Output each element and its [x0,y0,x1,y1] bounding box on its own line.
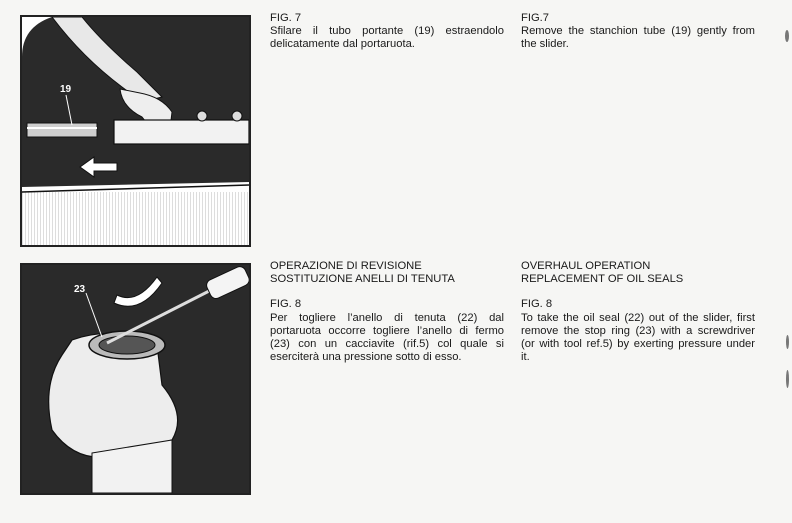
slider [114,120,249,144]
fig7-italian-text-block [270,12,504,52]
fig8-italian-body: Per togliere l’anello di tenuta (22) dal portaruota occorre togliere l’anello di fermo (23) con un cacciavite (rif.5) col quale si eserciterà una pressione sotto di esso. [270,311,504,364]
english-section-title: OVERHAUL OPERATION [521,260,651,272]
fork-tube-removal-drawing [22,17,249,245]
italian-subsection-title: SOSTITUZIONE ANELLI DI TENUTA [270,273,455,286]
scan-mark [786,335,789,349]
callout-19: 19 [60,84,72,95]
scan-mark [786,370,789,388]
fig8-english-text-block [521,260,755,364]
fig7-italian-body: Sfilare il tubo portante (19) estraendolo delicatamente dal portaruota. [270,25,504,51]
stop-ring [99,336,155,354]
fig7-english-label: FIG.7 [521,12,549,24]
italian-section-title: OPERAZIONE DI REVISIONE [270,260,422,272]
figure-7-illustration [20,15,251,247]
english-subsection-title: REPLACEMENT OF OIL SEALS [521,273,684,286]
fig7-english-text-block [521,12,755,52]
fig7-english-body: Remove the stanchion tube (19) gently from the slider. [521,25,755,51]
fig8-italian-text-block [270,260,504,364]
callout-23: 23 [74,284,86,295]
stanchion-tube [27,123,97,137]
oil-seal-removal-drawing [22,265,249,493]
fig8-english-label: FIG. 8 [521,298,553,311]
fig8-italian-label: FIG. 8 [270,298,302,311]
workbench [22,192,249,245]
fig8-english-body: To take the oil seal (22) out of the slider, first remove the stop ring (23) with a screwdriver (or with tool ref.5) by exerting pressure under it. [521,311,755,364]
scan-mark [785,30,789,42]
fig7-italian-label: FIG. 7 [270,12,302,24]
figure-8-illustration [20,263,251,495]
